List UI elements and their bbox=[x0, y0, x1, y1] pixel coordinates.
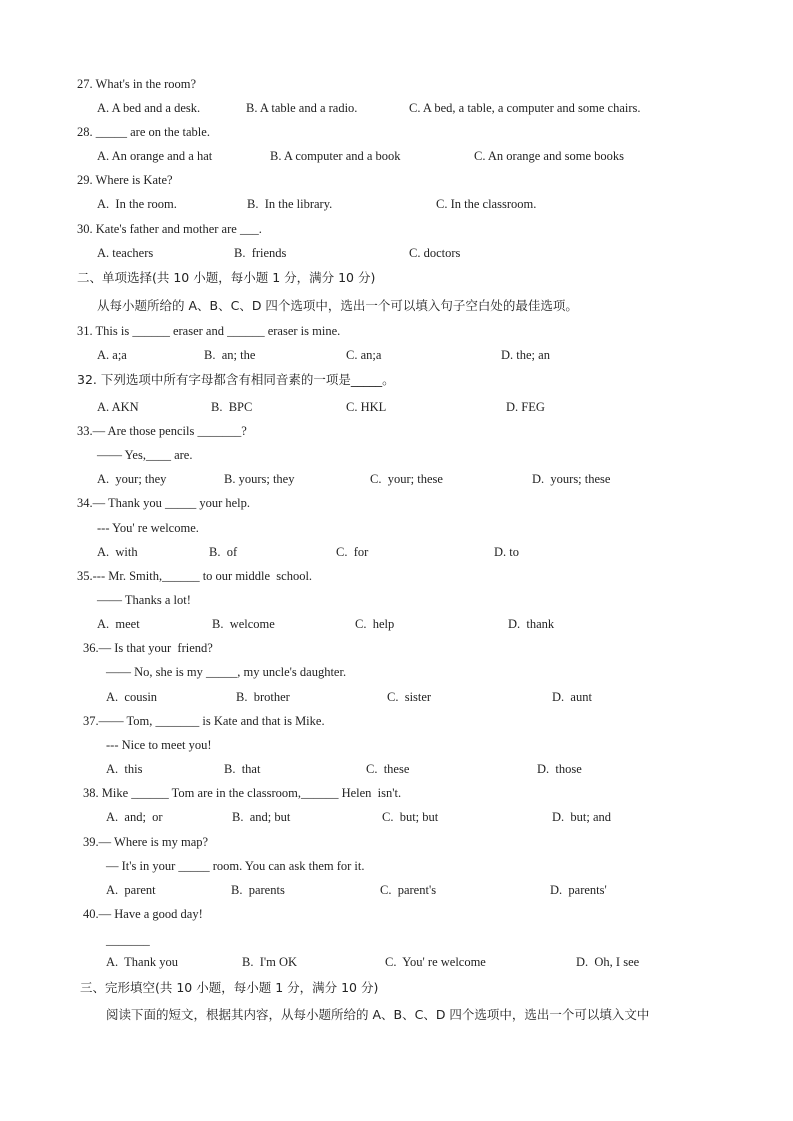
section-3-heading: 三、完形填空(共 10 小题，每小题 1 分，满分 10 分) bbox=[80, 980, 379, 995]
q28-option-a: A. An orange and a hat bbox=[97, 149, 213, 163]
q33-option-d: D. yours; these bbox=[532, 472, 611, 486]
q37-option-c: C. these bbox=[366, 762, 410, 776]
q28-option-c: C. An orange and some books bbox=[474, 149, 624, 163]
q34-reply: --- You' re welcome. bbox=[97, 521, 199, 535]
q34-option-b: B. of bbox=[209, 545, 238, 559]
q40-option-a: A. Thank you bbox=[106, 955, 178, 969]
q39-option-b: B. parents bbox=[231, 883, 285, 897]
q35-option-b: B. welcome bbox=[212, 617, 275, 631]
q30-option-a: A. teachers bbox=[97, 246, 154, 260]
question-27: 27. What's in the room? bbox=[77, 77, 197, 91]
q33-option-c: C. your; these bbox=[370, 472, 443, 486]
q29-option-c: C. In the classroom. bbox=[436, 197, 537, 211]
question-40: 40.— Have a good day! bbox=[83, 907, 203, 921]
q35-option-c: C. help bbox=[355, 617, 395, 631]
question-28: 28. _____ are on the table. bbox=[77, 125, 210, 139]
section-2-heading: 二、单项选择(共 10 小题，每小题 1 分，满分 10 分) bbox=[77, 270, 376, 285]
question-31: 31. This is ______ eraser and ______ eraser is mine. bbox=[77, 324, 341, 338]
question-36: 36.— Is that your friend? bbox=[83, 641, 213, 655]
question-32: 32. 下列选项中所有字母都含有相同音素的一项是_____。 bbox=[77, 372, 395, 387]
q38-option-a: A. and; or bbox=[106, 810, 163, 824]
q29-option-a: A. In the room. bbox=[97, 197, 177, 211]
q32-option-c: C. HKL bbox=[346, 400, 387, 414]
q40-option-c: C. You' re welcome bbox=[385, 955, 486, 969]
q27-option-c: C. A bed, a table, a computer and some chairs. bbox=[409, 101, 641, 115]
q35-option-a: A. meet bbox=[97, 617, 140, 631]
q39-option-d: D. parents' bbox=[550, 883, 607, 897]
q32-option-a: A. AKN bbox=[97, 400, 139, 414]
q30-option-c: C. doctors bbox=[409, 246, 461, 260]
q40-option-d: D. Oh, I see bbox=[576, 955, 640, 969]
q28-option-b: B. A computer and a book bbox=[270, 149, 401, 163]
q40-reply: _______ bbox=[106, 933, 150, 947]
q34-option-d: D. to bbox=[494, 545, 519, 559]
q36-option-d: D. aunt bbox=[552, 690, 592, 704]
q37-option-a: A. this bbox=[106, 762, 143, 776]
q38-option-b: B. and; but bbox=[232, 810, 291, 824]
question-39: 39.— Where is my map? bbox=[83, 835, 209, 849]
q35-reply: —— Thanks a lot! bbox=[97, 593, 191, 607]
section-3-instruction: 阅读下面的短文，根据其内容，从每小题所给的 A、B、C、D 四个选项中，选出一个可以填入文中 bbox=[106, 1007, 650, 1022]
q31-option-d: D. the; an bbox=[501, 348, 550, 362]
q29-option-b: B. In the library. bbox=[247, 197, 333, 211]
q34-option-a: A. with bbox=[97, 545, 138, 559]
question-37: 37.—— Tom, _______ is Kate and that is Mike. bbox=[83, 714, 325, 728]
q38-option-c: C. but; but bbox=[382, 810, 439, 824]
question-33: 33.— Are those pencils _______? bbox=[77, 424, 247, 438]
question-29: 29. Where is Kate? bbox=[77, 173, 173, 187]
q33-option-a: A. your; they bbox=[97, 472, 167, 486]
q36-option-b: B. brother bbox=[236, 690, 290, 704]
q33-reply: —— Yes,____ are. bbox=[97, 448, 193, 462]
q37-option-b: B. that bbox=[224, 762, 261, 776]
q39-option-a: A. parent bbox=[106, 883, 156, 897]
q34-option-c: C. for bbox=[336, 545, 369, 559]
q37-reply: --- Nice to meet you! bbox=[106, 738, 212, 752]
q31-option-b: B. an; the bbox=[204, 348, 256, 362]
q31-option-c: C. an;a bbox=[346, 348, 382, 362]
q37-option-d: D. those bbox=[537, 762, 582, 776]
section-2-instruction: 从每小题所给的 A、B、C、D 四个选项中，选出一个可以填入句子空白处的最佳选项。 bbox=[97, 298, 578, 313]
q36-reply: —— No, she is my _____, my uncle's daughter. bbox=[106, 665, 347, 679]
question-38: 38. Mike ______ Tom are in the classroom,______ Helen isn't. bbox=[83, 786, 402, 800]
q31-option-a: A. a;a bbox=[97, 348, 127, 362]
q35-option-d: D. thank bbox=[508, 617, 555, 631]
question-34: 34.— Thank you _____ your help. bbox=[77, 496, 251, 510]
q36-option-a: A. cousin bbox=[106, 690, 158, 704]
question-35: 35.--- Mr. Smith,______ to our middle school. bbox=[77, 569, 313, 583]
q27-option-a: A. A bed and a desk. bbox=[97, 101, 201, 115]
q32-option-d: D. FEG bbox=[506, 400, 545, 414]
q39-reply: — It's in your _____ room. You can ask them for it. bbox=[106, 859, 365, 873]
q38-option-d: D. but; and bbox=[552, 810, 612, 824]
q39-option-c: C. parent's bbox=[380, 883, 437, 897]
q36-option-c: C. sister bbox=[387, 690, 432, 704]
q33-option-b: B. yours; they bbox=[224, 472, 295, 486]
q27-option-b: B. A table and a radio. bbox=[246, 101, 358, 115]
q40-option-b: B. I'm OK bbox=[242, 955, 298, 969]
question-30: 30. Kate's father and mother are ___. bbox=[77, 222, 262, 236]
q32-option-b: B. BPC bbox=[211, 400, 253, 414]
q30-option-b: B. friends bbox=[234, 246, 287, 260]
